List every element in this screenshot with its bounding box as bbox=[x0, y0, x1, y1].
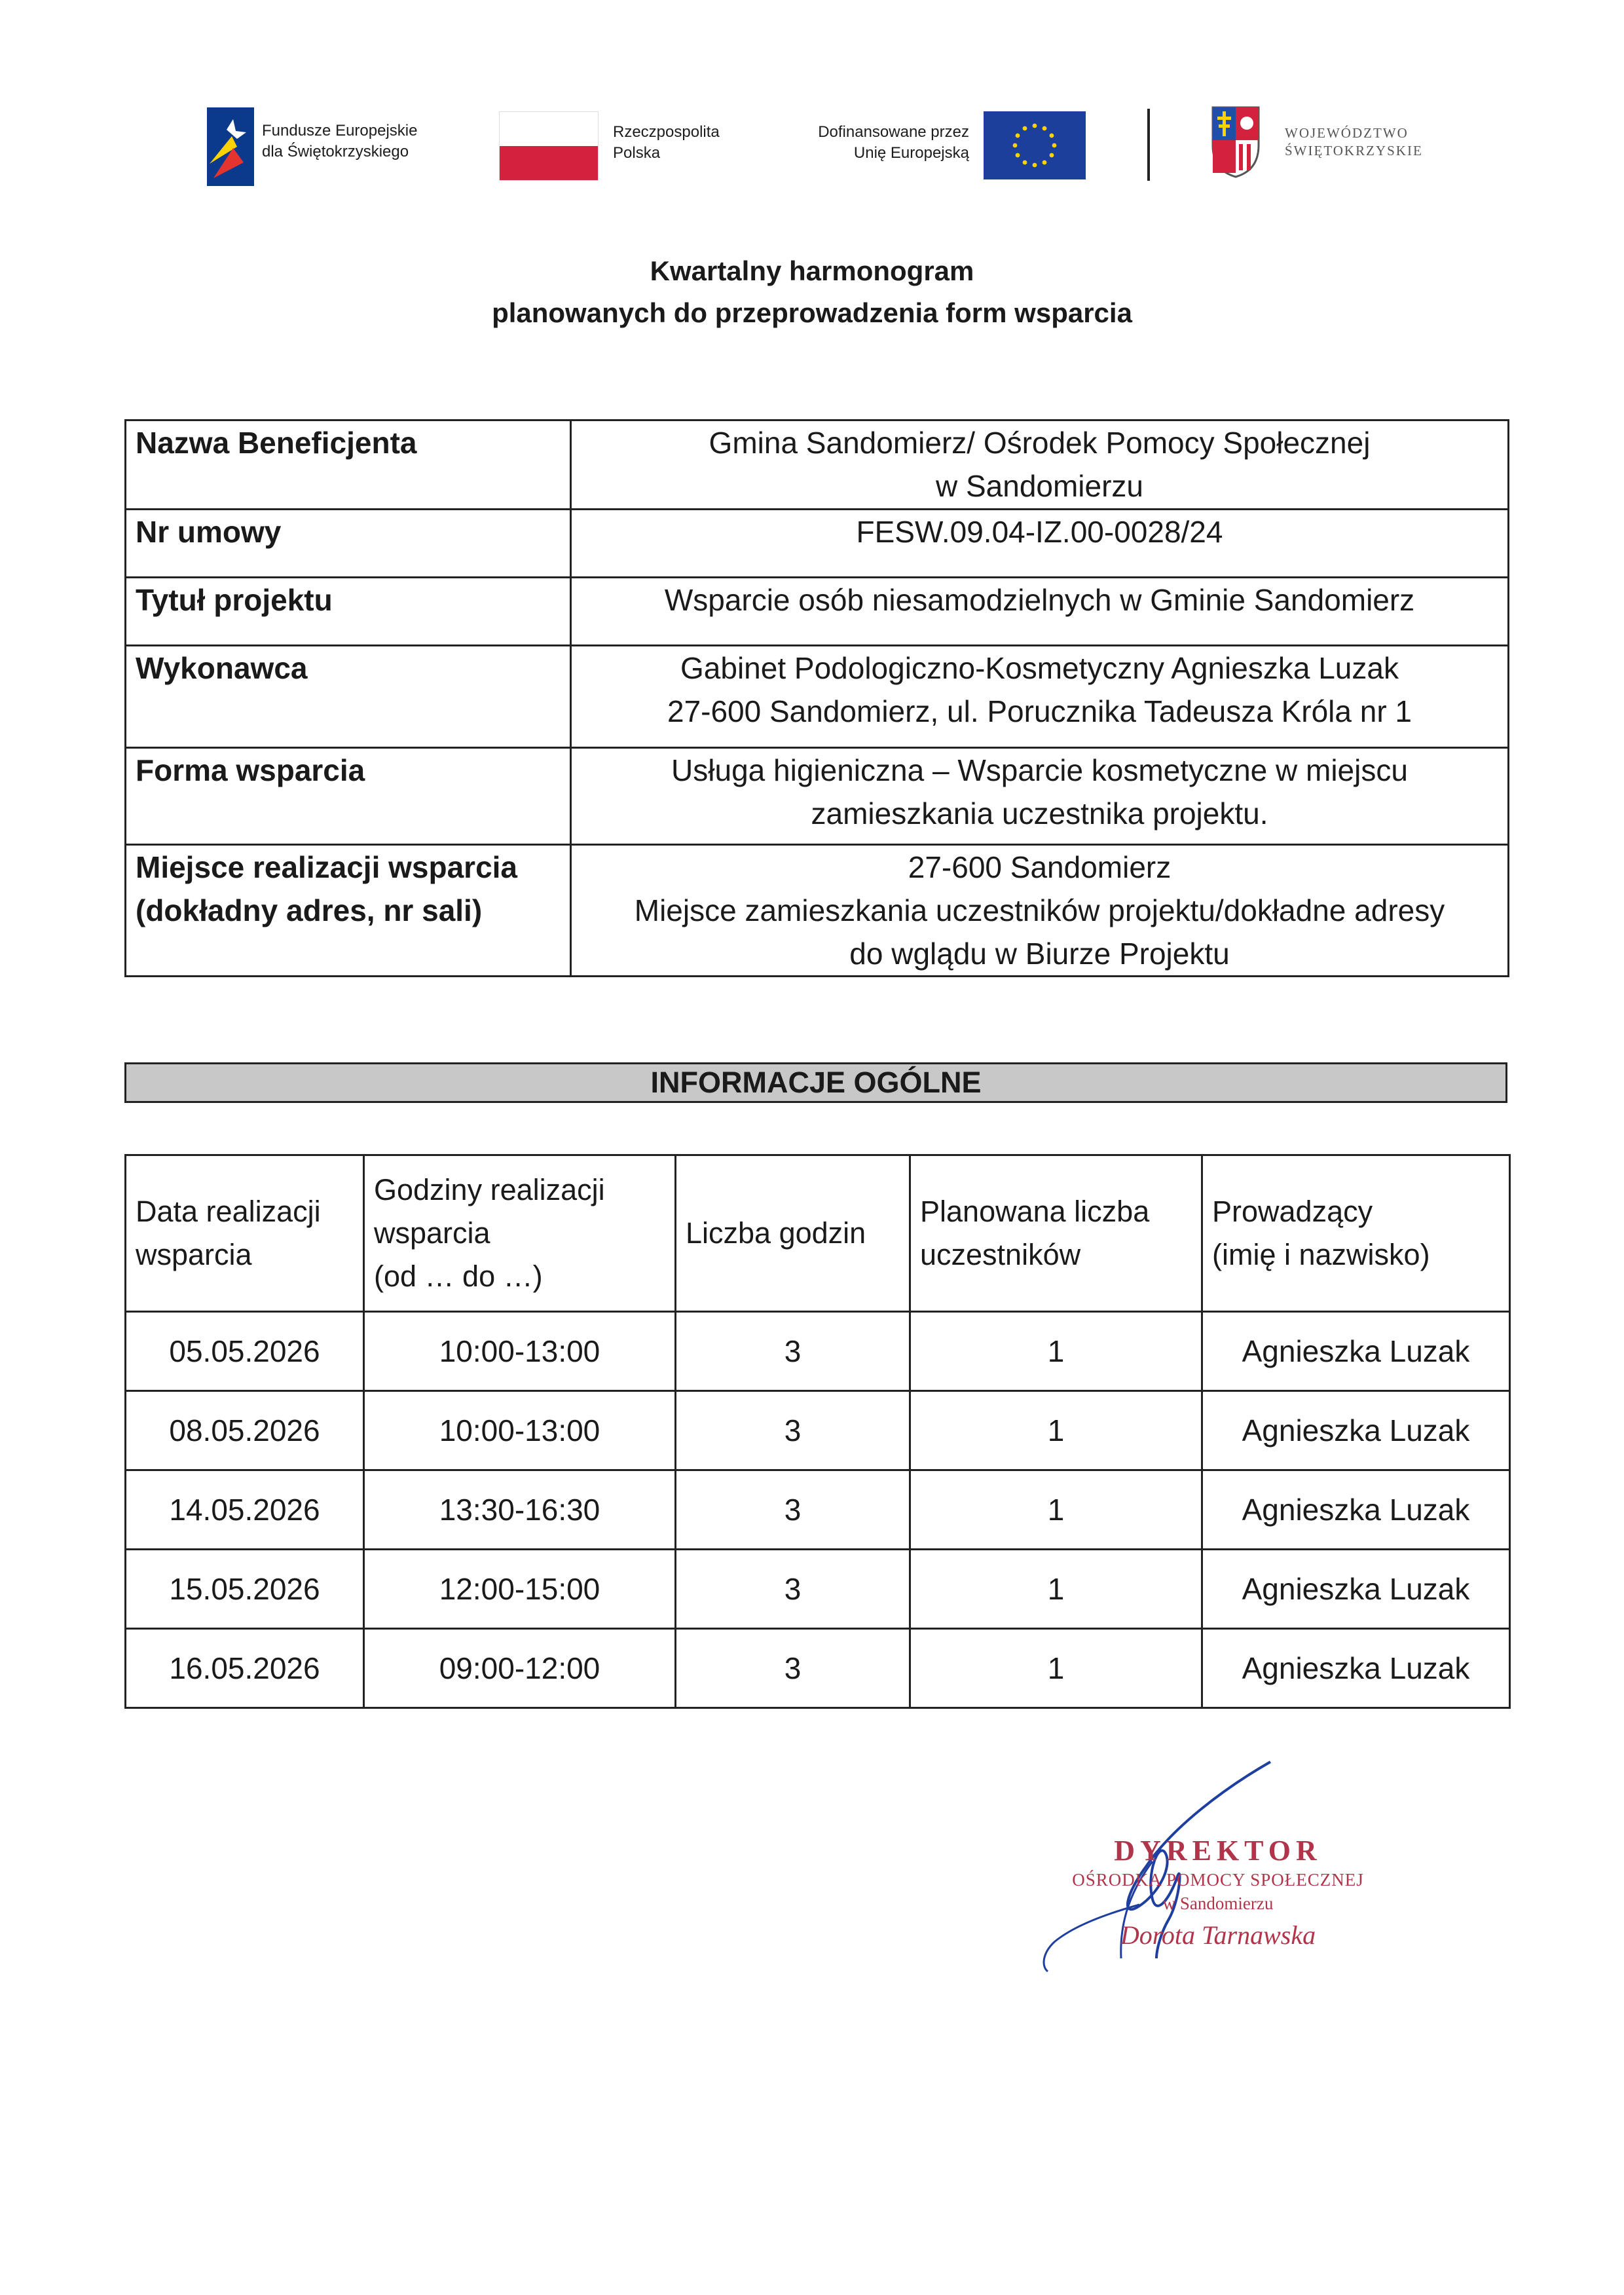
eu-cofunding-text: Dofinansowane przez Unię Europejską bbox=[818, 123, 969, 162]
table-cell: Agnieszka Luzak bbox=[1202, 1312, 1510, 1391]
info-value: 27-600 Sandomierz Miejsce zamieszkania uczestników projektu/dokładne adresy do wglądu w Biurze Projektu bbox=[571, 845, 1509, 977]
table-cell: 15.05.2026 bbox=[126, 1550, 364, 1629]
table-cell: 3 bbox=[676, 1312, 910, 1391]
wojewodztwo-text: WOJEWÓDZTWO ŚWIĘTOKRZYSKIE bbox=[1285, 125, 1423, 159]
title-line-1: Kwartalny harmonogram bbox=[650, 255, 974, 286]
eu-star-icon bbox=[1043, 160, 1047, 165]
fundusze-europejskie-logo bbox=[207, 107, 254, 186]
table-cell: 05.05.2026 bbox=[126, 1312, 364, 1391]
info-row bbox=[126, 748, 1509, 845]
table-row bbox=[126, 1470, 1510, 1550]
table-cell: 08.05.2026 bbox=[126, 1391, 364, 1470]
table-cell: Agnieszka Luzak bbox=[1202, 1550, 1510, 1629]
project-info-table bbox=[124, 419, 1509, 977]
table-row bbox=[126, 1629, 1510, 1708]
table-cell: 09:00-12:00 bbox=[364, 1629, 676, 1708]
table-cell: 13:30-16:30 bbox=[364, 1470, 676, 1550]
eu-star-icon bbox=[1016, 134, 1020, 138]
column-header: Prowadzący (imię i nazwisko) bbox=[1202, 1155, 1510, 1312]
info-row bbox=[126, 420, 1509, 510]
table-cell: Agnieszka Luzak bbox=[1202, 1470, 1510, 1550]
info-value: Wsparcie osób niesamodzielnych w Gminie Sandomierz bbox=[571, 578, 1509, 646]
eu-star-icon bbox=[1033, 163, 1037, 168]
fundusze-europejskie-text: Fundusze Europejskie dla Świętokrzyskiego bbox=[262, 122, 418, 160]
polish-flag-icon bbox=[499, 111, 599, 181]
column-header: Liczba godzin bbox=[676, 1155, 910, 1312]
rzeczpospolita-text: Rzeczpospolita Polska bbox=[613, 123, 720, 162]
info-row bbox=[126, 510, 1509, 578]
table-cell: 10:00-13:00 bbox=[364, 1391, 676, 1470]
table-cell: 3 bbox=[676, 1470, 910, 1550]
eu-flag-icon bbox=[984, 111, 1086, 179]
table-cell: 16.05.2026 bbox=[126, 1629, 364, 1708]
info-value: Gabinet Podologiczno-Kosmetyczny Agnieszka Luzak 27-600 Sandomierz, ul. Porucznika Tadeusza Króla nr 1 bbox=[571, 646, 1509, 748]
column-header: Planowana liczba uczestników bbox=[910, 1155, 1202, 1312]
info-row bbox=[126, 845, 1509, 977]
info-label: Forma wsparcia bbox=[126, 748, 571, 845]
info-label: Nr umowy bbox=[126, 510, 571, 578]
table-row bbox=[126, 1312, 1510, 1391]
table-cell: 3 bbox=[676, 1391, 910, 1470]
table-cell: 1 bbox=[910, 1470, 1202, 1550]
info-label: Miejsce realizacji wsparcia (dokładny adres, nr sali) bbox=[126, 845, 571, 977]
eu-star-icon bbox=[1050, 134, 1054, 138]
table-cell: 14.05.2026 bbox=[126, 1470, 364, 1550]
table-cell: Agnieszka Luzak bbox=[1202, 1391, 1510, 1470]
info-value: FESW.09.04-IZ.00-0028/24 bbox=[571, 510, 1509, 578]
column-header: Data realizacji wsparcia bbox=[126, 1155, 364, 1312]
eu-star-icon bbox=[1023, 126, 1027, 131]
info-label: Tytuł projektu bbox=[126, 578, 571, 646]
eu-star-icon bbox=[1016, 153, 1020, 158]
eu-star-icon bbox=[1033, 124, 1037, 128]
table-cell: 3 bbox=[676, 1550, 910, 1629]
schedule-table bbox=[124, 1154, 1511, 1709]
info-row bbox=[126, 578, 1509, 646]
info-value: Gmina Sandomierz/ Ośrodek Pomocy Społecznej w Sandomierzu bbox=[571, 420, 1509, 510]
eu-star-icon bbox=[1013, 143, 1018, 148]
table-row bbox=[126, 1391, 1510, 1470]
eu-star-icon bbox=[1050, 153, 1054, 158]
column-header: Godziny realizacji wsparcia (od … do …) bbox=[364, 1155, 676, 1312]
table-cell: 3 bbox=[676, 1629, 910, 1708]
table-cell: 10:00-13:00 bbox=[364, 1312, 676, 1391]
title-line-2: planowanych do przeprowadzenia form wsparcia bbox=[492, 297, 1132, 328]
eu-star-icon bbox=[1052, 143, 1057, 148]
table-cell: 1 bbox=[910, 1312, 1202, 1391]
table-cell: 12:00-15:00 bbox=[364, 1550, 676, 1629]
document-title bbox=[262, 250, 1362, 334]
table-cell: Agnieszka Luzak bbox=[1202, 1629, 1510, 1708]
table-cell: 1 bbox=[910, 1391, 1202, 1470]
logo-bar bbox=[196, 105, 1441, 190]
section-header: INFORMACJE OGÓLNE bbox=[124, 1062, 1507, 1103]
eu-star-icon bbox=[1043, 126, 1047, 131]
table-row bbox=[126, 1550, 1510, 1629]
info-row bbox=[126, 646, 1509, 748]
table-cell: 1 bbox=[910, 1629, 1202, 1708]
eu-star-icon bbox=[1023, 160, 1027, 165]
coat-of-arms-icon bbox=[1210, 105, 1261, 178]
logo-divider bbox=[1147, 109, 1150, 181]
info-label: Nazwa Beneficjenta bbox=[126, 420, 571, 510]
director-stamp: DYREKTOR OŚRODKA POMOCY SPOŁECZNEJ w Sandomierzu Dorota Tarnawska bbox=[1072, 1835, 1364, 1950]
info-value: Usługa higieniczna – Wsparcie kosmetyczne w miejscu zamieszkania uczestnika projektu. bbox=[571, 748, 1509, 845]
info-label: Wykonawca bbox=[126, 646, 571, 748]
table-cell: 1 bbox=[910, 1550, 1202, 1629]
